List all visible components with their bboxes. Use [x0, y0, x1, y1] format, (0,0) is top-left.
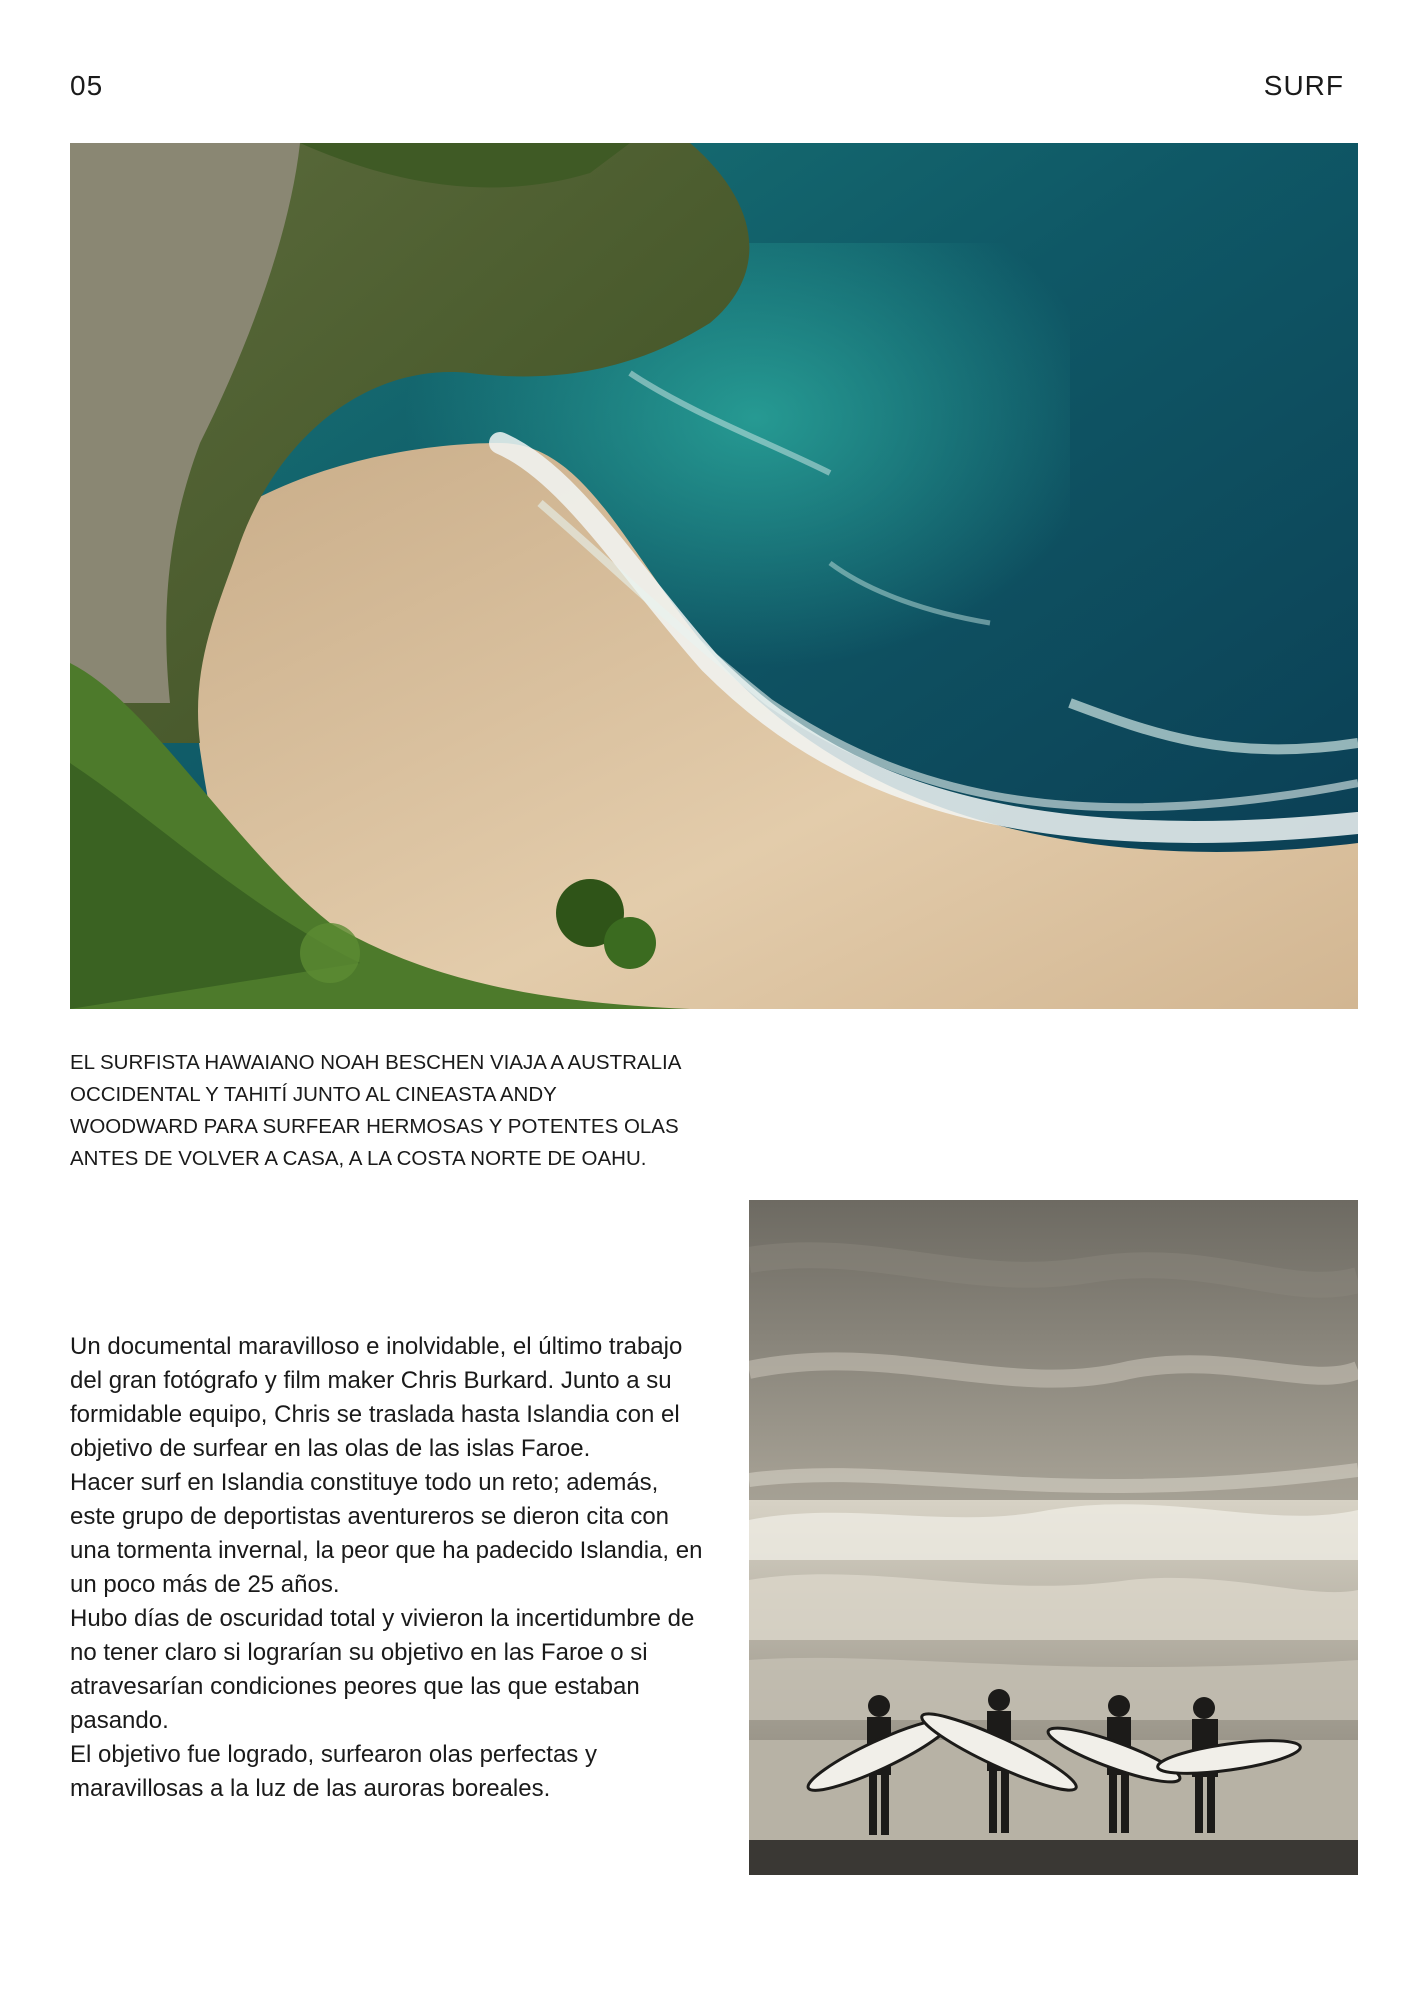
intro-text: EL SURFISTA HAWAIANO NOAH BESCHEN VIAJA A AUSTRALIA OCCIDENTAL Y TAHITÍ JUNTO AL CINEASTA ANDY WOODWARD PARA SURFEAR HERMOSAS Y POTENTES OLAS ANTES DE VOLVER A CASA, A LA COSTA NORTE DE OAHU.	[70, 1051, 681, 1170]
body-paragraph: Un documental maravilloso e inolvidable, el último trabajo del gran fotógrafo y film maker Chris Burkard. Junto a su formidable equipo, Chris se traslada hasta Islandia con el objetivo de surfear en las olas de las islas Faroe.	[70, 1333, 683, 1462]
beach-aerial-photo	[70, 143, 1358, 1009]
body-paragraph: Hubo días de oscuridad total y vivieron la incertidumbre de no tener claro si lograrían su objetivo en las Faroe o si atravesarían condiciones peores que las que estaban pasando.	[70, 1605, 695, 1734]
surfers-silhouette-photo	[749, 1200, 1358, 1875]
body-text	[70, 1330, 710, 1806]
page-number: 05	[70, 70, 104, 101]
section-title: SURF	[1263, 70, 1344, 101]
body-paragraph: Hacer surf en Islandia constituye todo un reto; además, este grupo de deportistas aventureros se dieron cita con una tormenta invernal, la peor que ha padecido Islandia, en un poco más de 25 años.	[70, 1469, 703, 1598]
body-paragraph: El objetivo fue logrado, surfearon olas perfectas y maravillosas a la luz de las auroras boreales.	[70, 1741, 597, 1802]
